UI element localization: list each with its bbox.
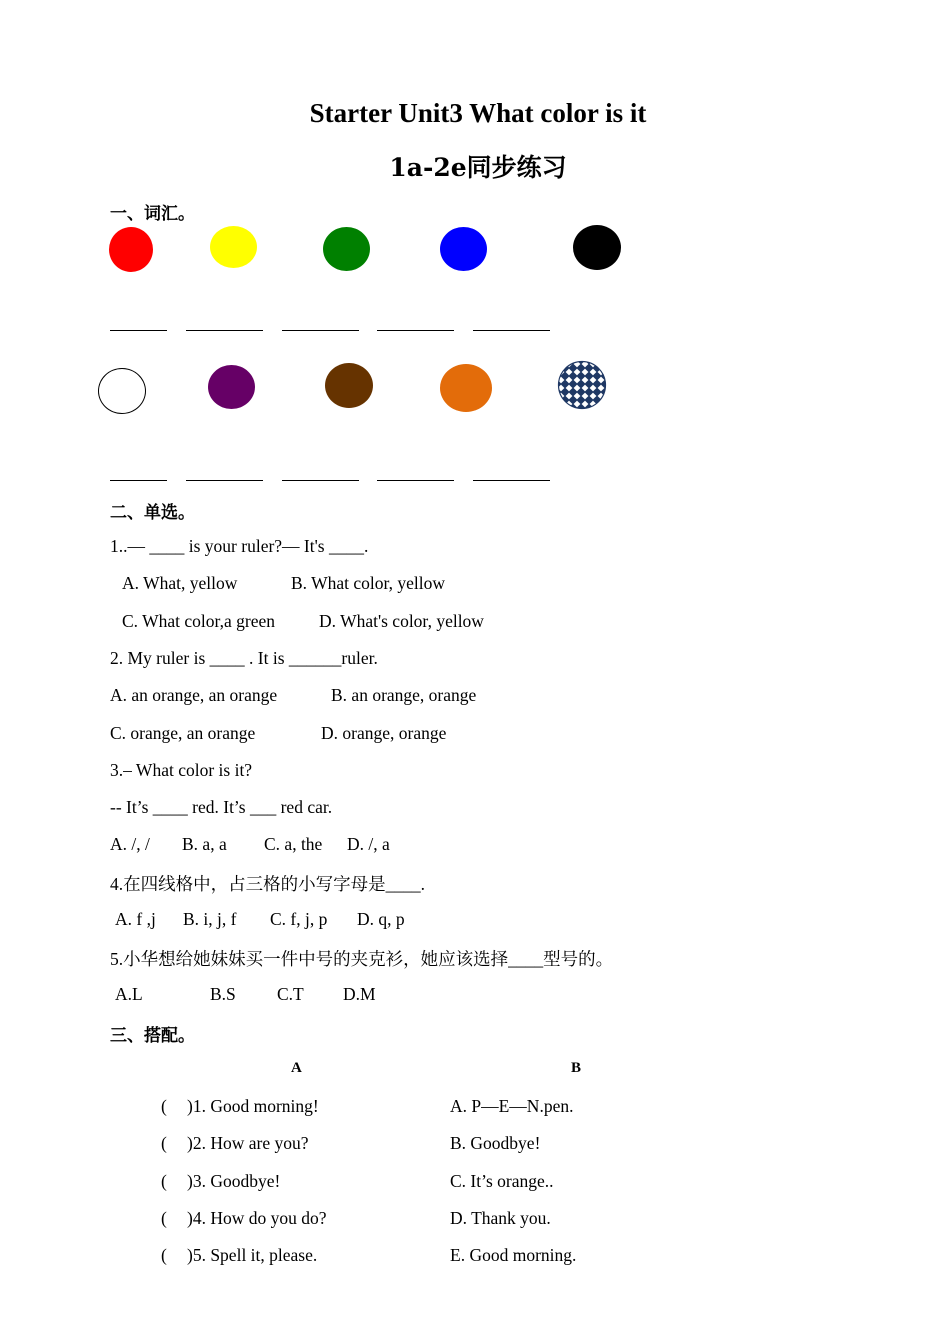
purple-circle: [208, 365, 255, 409]
yellow-circle: [210, 226, 257, 268]
green-circle: [323, 227, 370, 271]
answer-blank[interactable]: [110, 480, 167, 481]
q1-option-d: D. What's color, yellow: [319, 611, 484, 631]
question-3: 3.– What color is it?: [110, 760, 253, 780]
page-subtitle: 1a-2e同步练习: [389, 153, 567, 182]
q4-option-c: C. f, j, p: [270, 909, 328, 929]
answer-blank[interactable]: [282, 480, 359, 481]
brown-circle: [325, 363, 373, 408]
q1-option-a: A. What, yellow: [122, 573, 238, 593]
orange-circle: [440, 364, 492, 412]
q4-option-b: B. i, j, f: [183, 909, 237, 929]
red-circle: [109, 227, 153, 272]
column-b-header: B: [571, 1060, 582, 1076]
match-a-item-4: )4. How do you do?: [187, 1208, 327, 1228]
q4-option-d: D. q, p: [357, 909, 405, 929]
section-match-heading: 三、搭配。: [110, 1026, 195, 1046]
match-b-item-1: A. P—E—N.pen.: [450, 1096, 574, 1116]
paren-open: (: [161, 1245, 167, 1265]
question-2: 2. My ruler is ____ . It is ______ruler.: [110, 648, 378, 668]
black-circle: [573, 225, 621, 270]
q4-option-a: A. f ,j: [115, 909, 156, 929]
question-3-line-2: -- It’s ____ red. It’s ___ red car.: [110, 797, 333, 817]
paren-open: (: [161, 1208, 167, 1228]
q1-option-b: B. What color, yellow: [291, 573, 446, 593]
q2-option-b: B. an orange, orange: [331, 685, 477, 705]
match-b-item-4: D. Thank you.: [450, 1208, 551, 1228]
blue-circle: [440, 227, 487, 271]
question-1: 1..— ____ is your ruler?— It's ____.: [110, 536, 369, 556]
answer-blank[interactable]: [186, 480, 263, 481]
match-b-item-2: B. Goodbye!: [450, 1133, 541, 1153]
match-b-item-3: C. It’s orange..: [450, 1171, 554, 1191]
section-choice-heading: 二、单选。: [110, 503, 195, 523]
q5-option-b: B.S: [210, 984, 236, 1004]
match-a-item-2: )2. How are you?: [187, 1133, 309, 1153]
q3-option-c: C. a, the: [264, 834, 323, 854]
question-4: 4.在四线格中，占三格的小写字母是____.: [110, 874, 425, 894]
q5-option-d: D.M: [343, 984, 376, 1004]
q3-option-d: D. /, a: [347, 834, 390, 854]
answer-blank[interactable]: [377, 330, 454, 331]
paren-open: (: [161, 1096, 167, 1116]
answer-blank[interactable]: [377, 480, 454, 481]
paren-open: (: [161, 1171, 167, 1191]
answer-blank[interactable]: [473, 330, 550, 331]
q2-option-d: D. orange, orange: [321, 723, 447, 743]
q5-option-c: C.T: [277, 984, 304, 1004]
question-5: 5.小华想给她妹妹买一件中号的夹克衫，她应该选择____型号的。: [110, 949, 614, 969]
column-a-header: A: [291, 1060, 302, 1076]
q5-option-a: A.L: [115, 984, 143, 1004]
q1-option-c: C. What color,a green: [122, 611, 276, 631]
match-a-item-5: )5. Spell it, please.: [187, 1245, 318, 1265]
paren-open: (: [161, 1133, 167, 1153]
match-a-item-3: )3. Goodbye!: [187, 1171, 281, 1191]
q3-option-b: B. a, a: [182, 834, 227, 854]
match-b-item-5: E. Good morning.: [450, 1245, 577, 1265]
match-a-item-1: )1. Good morning!: [187, 1096, 319, 1116]
page-title: Starter Unit3 What color is it: [309, 98, 647, 128]
answer-blank[interactable]: [282, 330, 359, 331]
q2-option-c: C. orange, an orange: [110, 723, 256, 743]
q3-option-a: A. /, /: [110, 834, 150, 854]
q2-option-a: A. an orange, an orange: [110, 685, 278, 705]
answer-blank[interactable]: [473, 480, 550, 481]
checkered-pattern-circle: [557, 360, 607, 410]
section-vocab-heading: 一、词汇。: [110, 204, 195, 224]
white-circle: [98, 368, 146, 414]
answer-blank[interactable]: [110, 330, 167, 331]
answer-blank[interactable]: [186, 330, 263, 331]
